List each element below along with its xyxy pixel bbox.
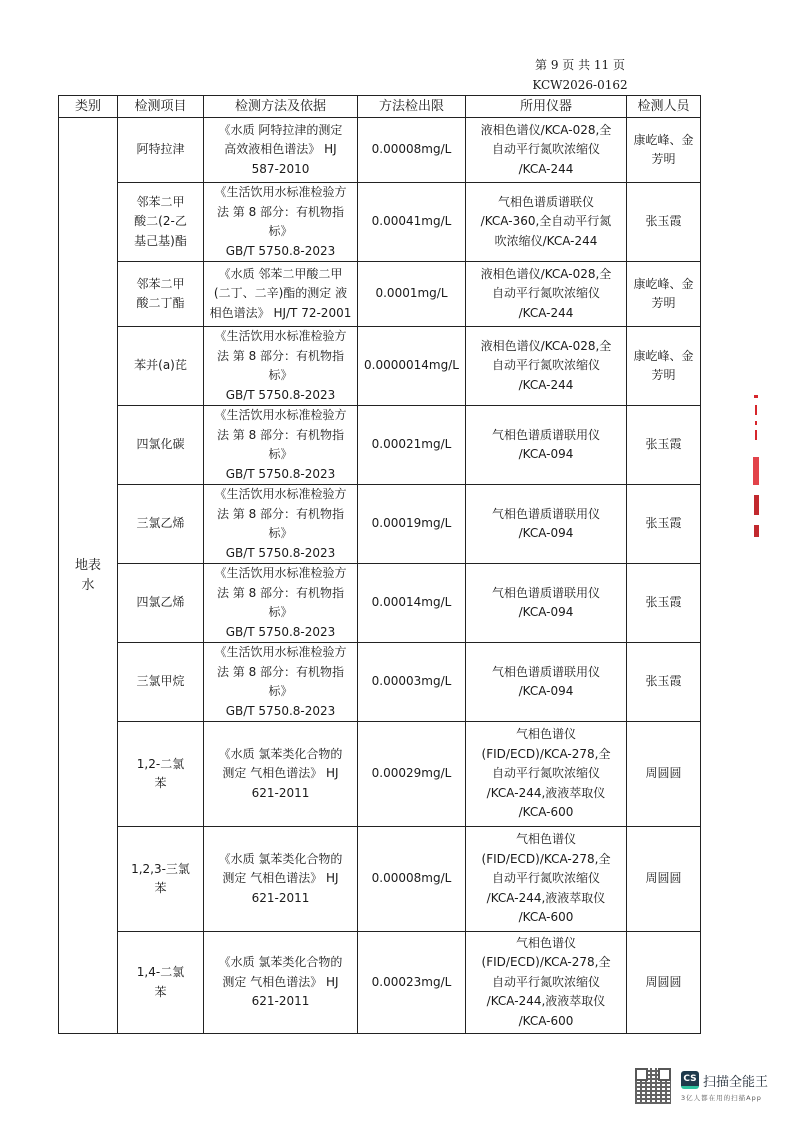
item-cell: 1,2-二氯 苯	[118, 722, 204, 827]
instrument-cell: 气相色谱质谱联用仪 /KCA-094	[466, 406, 627, 485]
app-logo-icon: CS	[681, 1071, 699, 1089]
personnel-cell: 周圆圆	[627, 932, 701, 1034]
table-row	[59, 932, 701, 1034]
limit-cell: 0.00019mg/L	[358, 485, 466, 564]
item-cell: 三氯乙烯	[118, 485, 204, 564]
limit-cell: 0.00021mg/L	[358, 406, 466, 485]
limit-cell: 0.0000014mg/L	[358, 327, 466, 406]
page-info	[520, 55, 640, 95]
personnel-cell: 康屹峰、金 芳明	[627, 118, 701, 183]
item-cell: 阿特拉津	[118, 118, 204, 183]
item-cell: 三氯甲烷	[118, 643, 204, 722]
instrument-cell: 气相色谱仪 (FID/ECD)/KCA-278,全 自动平行氮吹浓缩仪 /KCA-244,液液萃取仪 /KCA-600	[466, 827, 627, 932]
seal-mark	[754, 525, 759, 537]
personnel-cell: 张玉霞	[627, 643, 701, 722]
method-cell: 《水质 氯苯类化合物的 测定 气相色谱法》 HJ 621-2011	[204, 932, 358, 1034]
table-row	[59, 564, 701, 643]
limit-cell: 0.00008mg/L	[358, 827, 466, 932]
col-header-category: 类别	[59, 96, 118, 118]
category-cell: 地表 水	[59, 118, 118, 1034]
personnel-cell: 张玉霞	[627, 564, 701, 643]
method-cell: 《生活饮用水标准检验方 法 第 8 部分：有机物指标》 GB/T 5750.8-2023	[204, 406, 358, 485]
limit-cell: 0.00008mg/L	[358, 118, 466, 183]
method-cell: 《生活饮用水标准检验方 法 第 8 部分：有机物指标》 GB/T 5750.8-2023	[204, 485, 358, 564]
limit-cell: 0.0001mg/L	[358, 262, 466, 327]
detection-table	[58, 95, 701, 1034]
col-header-personnel: 检测人员	[627, 96, 701, 118]
table-header-row	[59, 96, 701, 118]
table-row	[59, 722, 701, 827]
method-cell: 《水质 邻苯二甲酸二甲 (二丁、二辛)酯的测定 液 相色谱法》 HJ/T 72-2001	[204, 262, 358, 327]
app-tagline: 3亿人都在用的扫描App	[681, 1094, 762, 1102]
col-header-instrument: 所用仪器	[466, 96, 627, 118]
personnel-cell: 周圆圆	[627, 722, 701, 827]
personnel-cell: 康屹峰、金 芳明	[627, 262, 701, 327]
table-row	[59, 643, 701, 722]
seal-mark	[754, 495, 759, 515]
table-row	[59, 262, 701, 327]
instrument-cell: 气相色谱仪 (FID/ECD)/KCA-278,全 自动平行氮吹浓缩仪 /KCA-244,液液萃取仪 /KCA-600	[466, 722, 627, 827]
item-cell: 1,2,3-三氯 苯	[118, 827, 204, 932]
limit-cell: 0.00041mg/L	[358, 183, 466, 262]
col-header-item: 检测项目	[118, 96, 204, 118]
page-number: 第 9 页 共 11 页	[535, 58, 625, 72]
method-cell: 《生活饮用水标准检验方 法 第 8 部分：有机物指标》 GB/T 5750.8-2023	[204, 183, 358, 262]
col-header-limit: 方法检出限	[358, 96, 466, 118]
personnel-cell: 康屹峰、金 芳明	[627, 327, 701, 406]
table-row	[59, 827, 701, 932]
method-cell: 《水质 阿特拉津的测定 高效液相色谱法》 HJ 587-2010	[204, 118, 358, 183]
scanner-watermark	[635, 1068, 780, 1108]
item-cell: 邻苯二甲 酸二(2-乙 基己基)酯	[118, 183, 204, 262]
col-header-method: 检测方法及依据	[204, 96, 358, 118]
qr-code	[635, 1068, 671, 1104]
instrument-cell: 液相色谱仪/KCA-028,全 自动平行氮吹浓缩仪 /KCA-244	[466, 118, 627, 183]
personnel-cell: 周圆圆	[627, 827, 701, 932]
instrument-cell: 液相色谱仪/KCA-028,全 自动平行氮吹浓缩仪 /KCA-244	[466, 327, 627, 406]
seal-mark	[755, 421, 757, 425]
instrument-cell: 气相色谱质谱联用仪 /KCA-094	[466, 643, 627, 722]
instrument-cell: 气相色谱质谱联仪 /KCA-360,全自动平行氮 吹浓缩仪/KCA-244	[466, 183, 627, 262]
instrument-cell: 气相色谱质谱联用仪 /KCA-094	[466, 485, 627, 564]
method-cell: 《生活饮用水标准检验方 法 第 8 部分：有机物指标》 GB/T 5750.8-2023	[204, 643, 358, 722]
method-cell: 《水质 氯苯类化合物的 测定 气相色谱法》 HJ 621-2011	[204, 722, 358, 827]
method-cell: 《生活饮用水标准检验方 法 第 8 部分：有机物指标》 GB/T 5750.8-2023	[204, 327, 358, 406]
limit-cell: 0.00029mg/L	[358, 722, 466, 827]
table-row	[59, 406, 701, 485]
instrument-cell: 气相色谱质谱联用仪 /KCA-094	[466, 564, 627, 643]
item-cell: 1,4-二氯 苯	[118, 932, 204, 1034]
table-row	[59, 485, 701, 564]
method-cell: 《水质 氯苯类化合物的 测定 气相色谱法》 HJ 621-2011	[204, 827, 358, 932]
method-cell: 《生活饮用水标准检验方 法 第 8 部分：有机物指标》 GB/T 5750.8-2023	[204, 564, 358, 643]
instrument-cell: 液相色谱仪/KCA-028,全 自动平行氮吹浓缩仪 /KCA-244	[466, 262, 627, 327]
seal-mark	[754, 395, 758, 398]
personnel-cell: 张玉霞	[627, 406, 701, 485]
item-cell: 四氯乙烯	[118, 564, 204, 643]
report-code: KCW2026-0162	[532, 78, 628, 92]
seal-mark	[755, 405, 757, 415]
seal-mark	[753, 457, 759, 485]
limit-cell: 0.00003mg/L	[358, 643, 466, 722]
limit-cell: 0.00014mg/L	[358, 564, 466, 643]
item-cell: 四氯化碳	[118, 406, 204, 485]
item-cell: 苯并(a)芘	[118, 327, 204, 406]
personnel-cell: 张玉霞	[627, 485, 701, 564]
personnel-cell: 张玉霞	[627, 183, 701, 262]
app-name: 扫描全能王	[703, 1075, 769, 1090]
item-cell: 邻苯二甲 酸二丁酯	[118, 262, 204, 327]
instrument-cell: 气相色谱仪 (FID/ECD)/KCA-278,全 自动平行氮吹浓缩仪 /KCA-244,液液萃取仪 /KCA-600	[466, 932, 627, 1034]
table-row	[59, 118, 701, 183]
limit-cell: 0.00023mg/L	[358, 932, 466, 1034]
seal-mark	[755, 430, 757, 440]
table-row	[59, 327, 701, 406]
table-row	[59, 183, 701, 262]
seal-fragment	[751, 395, 761, 545]
